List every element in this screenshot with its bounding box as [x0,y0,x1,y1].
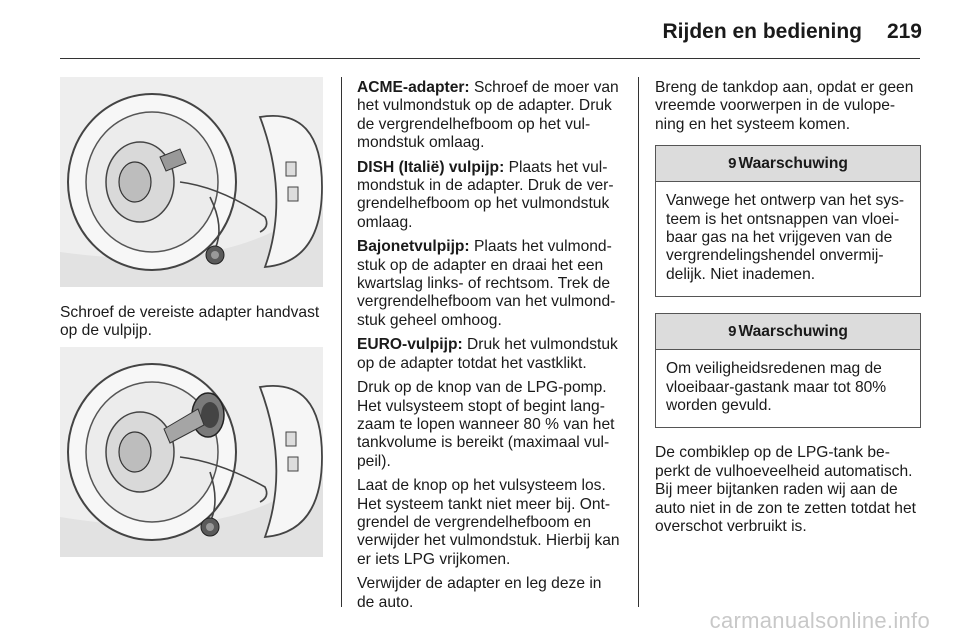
warning-header-1 [656,146,920,182]
text-dish: Plaats het vul-mondstuk in de adapter. Druk de ver-grendelhefboom op het vulmondstuk omlaag. [357,158,614,231]
paragraph-dish [357,159,623,233]
warning-icon: 9 [728,323,737,341]
term-bajonet: Bajonetvulpijp: [357,238,470,256]
warning-body-1: Vanwege het ontwerp van het sys-teem is het ontsnappen van vloei-baar gas na het vrijgeven van de vergrendelingshendel onvermij-delijk. Niet inademen. [666,192,905,283]
fuel-filler-illustration-2 [60,347,323,557]
page-number: 219 [886,20,922,43]
figure-caption: Schroef de vereiste adapter handvast op de vulpijp. [60,304,320,340]
text-acme: Schroef de moer van het vulmondstuk op de adapter. Druk de vergrendelhefboom op het vul-mondstuk omlaag. [357,79,619,152]
fuel-filler-illustration-1 [60,77,323,287]
section-title: Rijden en bediening [662,20,862,43]
warning-title-1: Waarschuwing [738,155,848,173]
page-header [0,0,960,60]
term-acme: ACME-adapter: [357,79,470,96]
warning-header-2 [656,314,920,350]
column-divider-2 [638,77,639,607]
paragraph-release: Laat de knop op het vulsysteem los. Het systeem tankt niet meer bij. Ont-grendel de vergrendelhefboom en verwijder het vulmondstuk. Hierbij kan er iets LPG vrijkomen. [357,477,620,568]
term-dish: DISH (Italië) vulpijp: [357,158,505,176]
text-euro: Druk het vulmondstuk op de adapter totdat het vastklikt. [357,336,618,372]
intro-paragraph: Breng de tankdop aan, opdat er geen vreemde voorwerpen in de vulope-ning en het systeem komen. [655,79,914,133]
paragraph-remove-adapter: Verwijder de adapter en leg deze in de auto. [357,575,602,611]
warning-box-1 [655,145,921,297]
paragraph-euro [357,336,623,373]
warning-title-2: Waarschuwing [738,323,848,341]
watermark: carmanualsonline.info [709,608,930,633]
paragraph-pump: Druk op de knop van de LPG-pomp. Het vulsysteem stopt of begint lang-zaam te lopen wanneer 80 % van het tankvolume is bereikt (maximaal vul-peil). [357,379,615,470]
warning-body-2: Om veiligheidsredenen mag de vloeibaar-gastank maar tot 80% worden gevuld. [666,360,887,415]
column-left [60,77,323,557]
text-bajonet: Plaats het vulmond-stuk op de adapter en draai het een kwartslag links- of rechtsom. Trek de vergrendelhefboom van het vulmond-stuk geheel omhoog. [357,238,616,329]
warning-box-2 [655,313,921,428]
term-euro: EURO-vulpijp: [357,336,463,354]
paragraph-bajonet [357,238,623,330]
column-middle [357,79,623,618]
paragraph-acme [357,79,623,153]
column-divider-1 [341,77,342,607]
column-right [655,79,921,543]
header-divider [60,58,920,59]
warning-icon: 9 [728,155,737,173]
outro-paragraph: De combiklep op de LPG-tank be-perkt de vulhoeveelheid automatisch. Bij meer bijtanken raden wij aan de auto niet in de zon te zetten totdat het overschot verbruikt is. [655,444,916,536]
